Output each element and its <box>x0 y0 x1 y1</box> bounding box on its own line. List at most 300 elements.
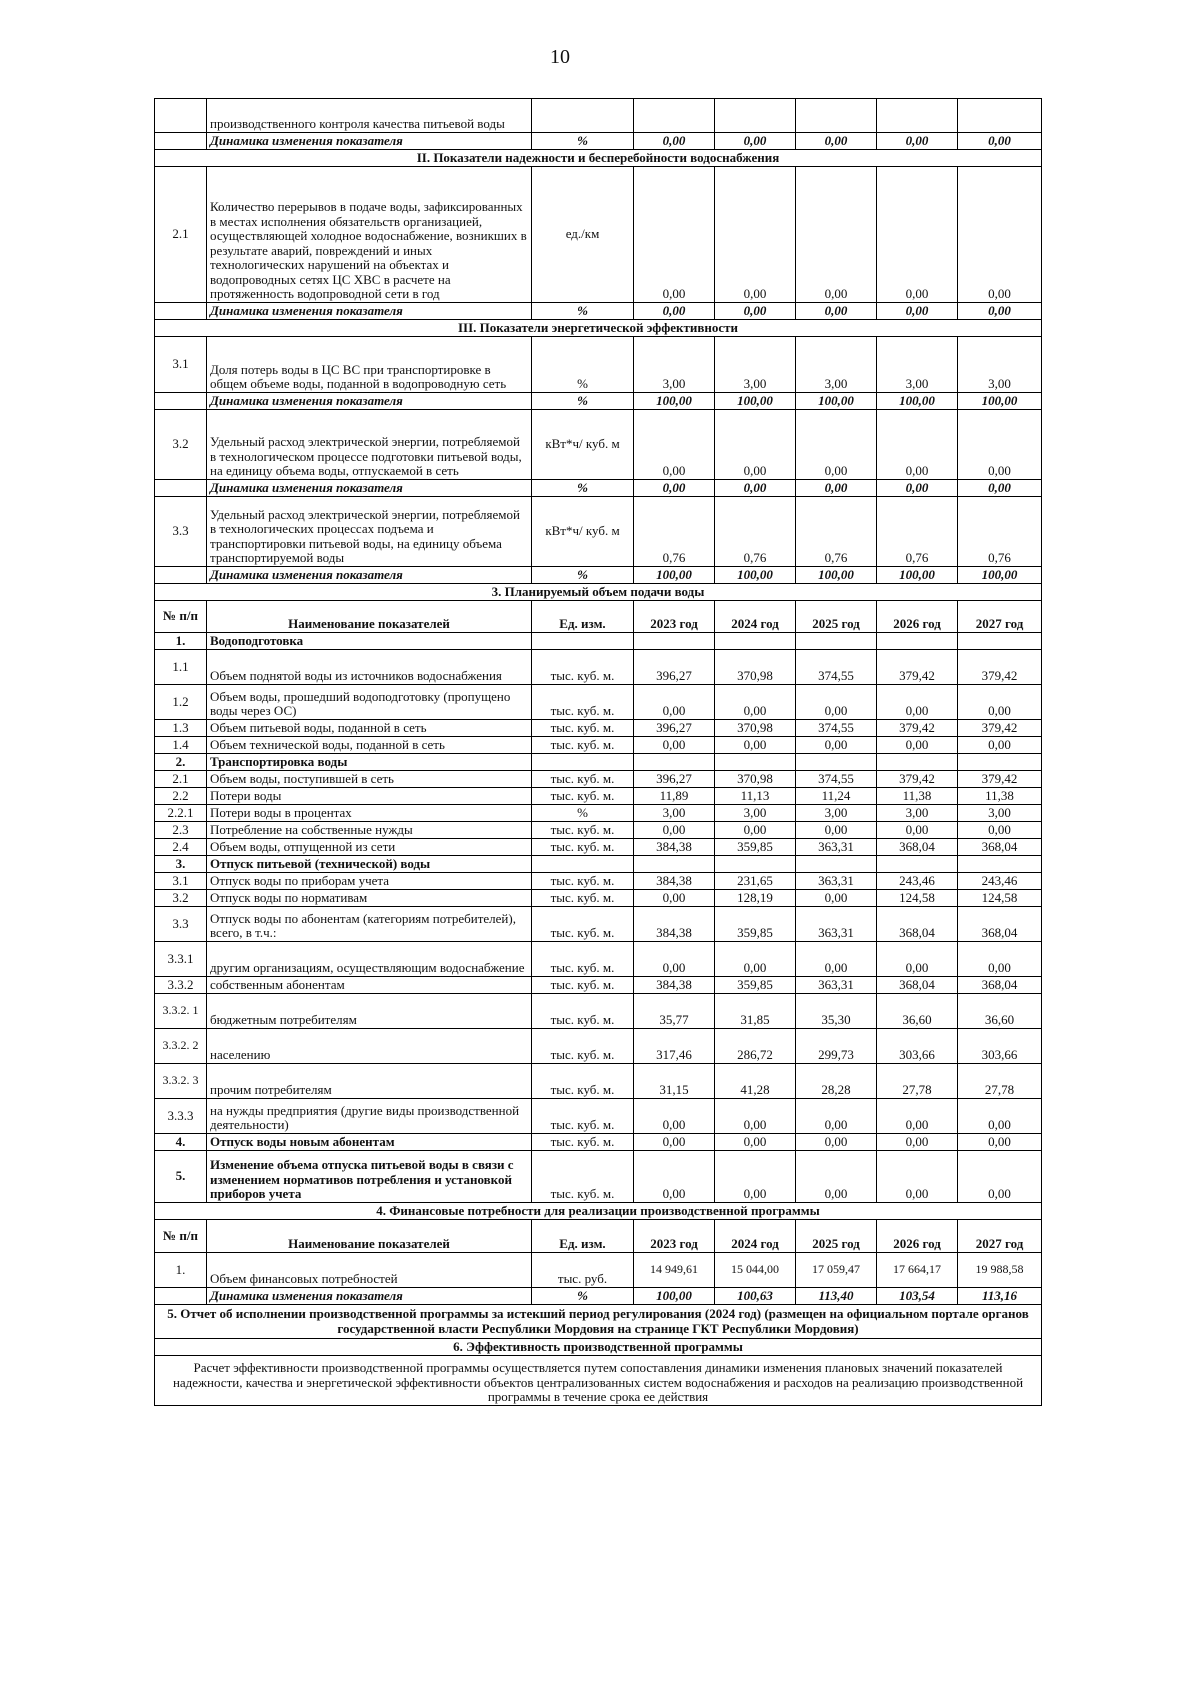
value-cell: 0,00 <box>877 133 958 150</box>
value-cell: 0,00 <box>877 480 958 497</box>
value-cell: 0,00 <box>715 480 796 497</box>
table-row <box>155 942 1042 977</box>
value-cell: 363,31 <box>796 907 877 942</box>
value-cell: 0,00 <box>634 942 715 977</box>
table-row <box>155 337 1042 393</box>
value-cell: 41,28 <box>715 1064 796 1099</box>
value-cell: 14 949,61 <box>634 1253 715 1288</box>
section-6-title: 6. Эффективность производственной программы <box>155 1339 1042 1356</box>
value-cell: 0,00 <box>796 1099 877 1134</box>
col-header-name: Наименование показателей <box>207 601 532 633</box>
indicator-name: производственного контроля качества питьевой воды <box>207 99 532 133</box>
indicators-block <box>155 99 1042 584</box>
value-cell: 3,00 <box>796 805 877 822</box>
value-cell: 396,27 <box>634 720 715 737</box>
value-cell: 379,42 <box>877 650 958 685</box>
value-cell: 368,04 <box>958 907 1042 942</box>
indicator-name: Динамика изменения показателя <box>207 393 532 410</box>
table-row <box>155 685 1042 720</box>
table-row <box>155 754 1042 771</box>
indicator-name: Объем поднятой воды из источников водоснабжения <box>207 650 532 685</box>
value-cell: 286,72 <box>715 1029 796 1064</box>
value-cell: 35,30 <box>796 994 877 1029</box>
indicator-name: Динамика изменения показателя <box>207 1288 532 1305</box>
value-cell: 0,00 <box>715 737 796 754</box>
value-cell: 396,27 <box>634 650 715 685</box>
table-row <box>155 720 1042 737</box>
table-row <box>155 805 1042 822</box>
value-cell: 0,00 <box>958 167 1042 303</box>
row-number: 5. <box>155 1151 207 1203</box>
value-cell: 100,00 <box>877 567 958 584</box>
value-cell: 0,76 <box>715 497 796 567</box>
value-cell: 0,00 <box>634 890 715 907</box>
value-cell: 0,00 <box>958 822 1042 839</box>
section-6-text: Расчет эффективности производственной программы осуществляется путем сопоставления динамики изменения плановых значений показателей надежности, качества и энергетической эффективности объектов централизованных систем водоснабжения и расходов на реализацию производственной программы в течение срока ее действия <box>155 1356 1042 1406</box>
value-cell <box>877 856 958 873</box>
row-number <box>155 567 207 584</box>
value-cell <box>715 754 796 771</box>
value-cell: 15 044,00 <box>715 1253 796 1288</box>
value-cell: 0,00 <box>715 822 796 839</box>
unit-cell <box>532 856 634 873</box>
value-cell: 100,00 <box>796 393 877 410</box>
value-cell: 3,00 <box>877 337 958 393</box>
unit-cell: % <box>532 133 634 150</box>
value-cell: 384,38 <box>634 977 715 994</box>
table-row <box>155 856 1042 873</box>
value-cell: 0,00 <box>877 167 958 303</box>
value-cell: 11,38 <box>877 788 958 805</box>
value-cell <box>958 99 1042 133</box>
value-cell: 0,00 <box>958 303 1042 320</box>
value-cell: 124,58 <box>958 890 1042 907</box>
value-cell: 0,76 <box>958 497 1042 567</box>
value-cell: 100,00 <box>634 567 715 584</box>
row-number <box>155 303 207 320</box>
value-cell: 3,00 <box>634 337 715 393</box>
value-cell: 100,00 <box>958 567 1042 584</box>
table-row <box>155 737 1042 754</box>
value-cell: 103,54 <box>877 1288 958 1305</box>
value-cell: 3,00 <box>634 805 715 822</box>
unit-cell: тыс. куб. м. <box>532 1064 634 1099</box>
table-row <box>155 822 1042 839</box>
value-cell: 0,00 <box>796 1151 877 1203</box>
finance-block <box>155 1253 1042 1305</box>
value-cell: 27,78 <box>958 1064 1042 1099</box>
value-cell: 396,27 <box>634 771 715 788</box>
value-cell: 100,00 <box>715 393 796 410</box>
indicator-name: Потери воды <box>207 788 532 805</box>
col-header-year: 2024 год <box>715 601 796 633</box>
value-cell <box>715 633 796 650</box>
value-cell: 100,00 <box>715 567 796 584</box>
unit-cell: тыс. куб. м. <box>532 977 634 994</box>
indicator-name: Объем воды, поступившей в сеть <box>207 771 532 788</box>
row-number: 3.3 <box>155 907 207 942</box>
indicator-name: на нужды предприятия (другие виды производственной деятельности) <box>207 1099 532 1134</box>
value-cell: 100,00 <box>634 1288 715 1305</box>
value-cell: 379,42 <box>958 720 1042 737</box>
col-header-year: 2027 год <box>958 1220 1042 1253</box>
value-cell <box>796 856 877 873</box>
dynamics-row <box>155 393 1042 410</box>
row-number: 1.2 <box>155 685 207 720</box>
table-row <box>155 1253 1042 1288</box>
value-cell: 379,42 <box>958 771 1042 788</box>
unit-cell: % <box>532 480 634 497</box>
value-cell: 128,19 <box>715 890 796 907</box>
unit-cell: тыс. куб. м. <box>532 737 634 754</box>
value-cell: 303,66 <box>958 1029 1042 1064</box>
section-5-title: 5. Отчет об исполнении производственной программы за истекший период регулирования (2024 год) (размещен на официальном портале органов государственной власти Республики Мордовия на странице ГКТ Республики Мордовия) <box>155 1305 1042 1339</box>
value-cell: 11,24 <box>796 788 877 805</box>
col-header-unit: Ед. изм. <box>532 1220 634 1253</box>
value-cell: 0,00 <box>634 410 715 480</box>
unit-cell <box>532 99 634 133</box>
value-cell <box>634 856 715 873</box>
table-row <box>155 650 1042 685</box>
value-cell: 0,00 <box>715 303 796 320</box>
table-row <box>155 977 1042 994</box>
value-cell: 11,89 <box>634 788 715 805</box>
section-title-row <box>155 150 1042 167</box>
value-cell: 36,60 <box>958 994 1042 1029</box>
value-cell: 243,46 <box>877 873 958 890</box>
value-cell: 0,00 <box>634 1151 715 1203</box>
row-number: 3.2 <box>155 890 207 907</box>
table-row <box>155 167 1042 303</box>
col-header-year: 2023 год <box>634 1220 715 1253</box>
value-cell: 0,00 <box>877 822 958 839</box>
section-title-row <box>155 320 1042 337</box>
value-cell: 100,00 <box>877 393 958 410</box>
indicator-name: Количество перерывов в подаче воды, зафиксированных в местах исполнения обязательств организацией, осуществляющей холодное водоснабжение, возникших в результате аварий, повреждений и иных технологических нарушений на объектах и водопроводных сетях ЦС ХВС в расчете на протяженность водопроводной сети в год <box>207 167 532 303</box>
indicator-name: Динамика изменения показателя <box>207 303 532 320</box>
value-cell: 3,00 <box>715 337 796 393</box>
value-cell: 0,00 <box>634 133 715 150</box>
value-cell: 3,00 <box>715 805 796 822</box>
value-cell: 17 059,47 <box>796 1253 877 1288</box>
value-cell: 0,00 <box>796 303 877 320</box>
unit-cell: тыс. куб. м. <box>532 942 634 977</box>
row-number: 3.2 <box>155 410 207 480</box>
indicator-name: Объем финансовых потребностей <box>207 1253 532 1288</box>
indicator-name: Транспортировка воды <box>207 754 532 771</box>
row-number: 2.4 <box>155 839 207 856</box>
table-row <box>155 1134 1042 1151</box>
value-cell: 0,00 <box>958 480 1042 497</box>
value-cell: 0,00 <box>715 167 796 303</box>
indicator-name: прочим потребителям <box>207 1064 532 1099</box>
section-title: II. Показатели надежности и бесперебойности водоснабжения <box>155 150 1042 167</box>
indicator-name: населению <box>207 1029 532 1064</box>
col-header-unit: Ед. изм. <box>532 601 634 633</box>
unit-cell: тыс. куб. м. <box>532 994 634 1029</box>
value-cell: 0,00 <box>796 737 877 754</box>
unit-cell: кВт*ч/ куб. м <box>532 410 634 480</box>
value-cell: 0,00 <box>958 685 1042 720</box>
closing-sections <box>155 1305 1042 1406</box>
table-row <box>155 633 1042 650</box>
value-cell: 384,38 <box>634 873 715 890</box>
indicator-name: Отпуск питьевой (технической) воды <box>207 856 532 873</box>
value-cell: 0,76 <box>877 497 958 567</box>
row-number <box>155 99 207 133</box>
value-cell: 0,00 <box>877 942 958 977</box>
value-cell: 0,00 <box>715 410 796 480</box>
value-cell: 31,85 <box>715 994 796 1029</box>
col-header-year: 2025 год <box>796 1220 877 1253</box>
unit-cell: тыс. куб. м. <box>532 839 634 856</box>
unit-cell: % <box>532 567 634 584</box>
indicator-name: Доля потерь воды в ЦС ВС при транспортировке в общем объеме воды, поданной в водопроводную сеть <box>207 337 532 393</box>
finance-section-header <box>155 1203 1042 1253</box>
dynamics-row <box>155 303 1042 320</box>
value-cell: 368,04 <box>958 977 1042 994</box>
table-row <box>155 873 1042 890</box>
value-cell: 0,00 <box>877 303 958 320</box>
table-row <box>155 994 1042 1029</box>
value-cell: 0,00 <box>634 1099 715 1134</box>
col-header-name: Наименование показателей <box>207 1220 532 1253</box>
value-cell <box>634 754 715 771</box>
value-cell: 363,31 <box>796 873 877 890</box>
value-cell <box>796 754 877 771</box>
value-cell <box>877 633 958 650</box>
value-cell <box>958 754 1042 771</box>
dynamics-row <box>155 567 1042 584</box>
unit-cell: тыс. куб. м. <box>532 1151 634 1203</box>
value-cell: 0,00 <box>634 167 715 303</box>
indicator-name: Объем питьевой воды, поданной в сеть <box>207 720 532 737</box>
unit-cell: тыс. куб. м. <box>532 1134 634 1151</box>
unit-cell: тыс. куб. м. <box>532 822 634 839</box>
value-cell: 379,42 <box>877 771 958 788</box>
indicator-name: Водоподготовка <box>207 633 532 650</box>
value-cell: 299,73 <box>796 1029 877 1064</box>
value-cell: 379,42 <box>958 650 1042 685</box>
unit-cell: % <box>532 393 634 410</box>
value-cell: 0,00 <box>958 1151 1042 1203</box>
unit-cell: тыс. куб. м. <box>532 1099 634 1134</box>
indicator-name: бюджетным потребителям <box>207 994 532 1029</box>
indicator-name: Динамика изменения показателя <box>207 133 532 150</box>
unit-cell: кВт*ч/ куб. м <box>532 497 634 567</box>
value-cell: 31,15 <box>634 1064 715 1099</box>
value-cell: 0,00 <box>634 822 715 839</box>
unit-cell <box>532 633 634 650</box>
value-cell: 0,00 <box>634 685 715 720</box>
value-cell: 368,04 <box>877 907 958 942</box>
value-cell: 0,00 <box>877 410 958 480</box>
unit-cell: ед./км <box>532 167 634 303</box>
row-number: 3.3 <box>155 497 207 567</box>
value-cell: 374,55 <box>796 650 877 685</box>
row-number: 4. <box>155 1134 207 1151</box>
table-row <box>155 410 1042 480</box>
table-row <box>155 1064 1042 1099</box>
value-cell: 0,00 <box>958 1134 1042 1151</box>
value-cell: 113,16 <box>958 1288 1042 1305</box>
unit-cell: % <box>532 303 634 320</box>
unit-cell: тыс. куб. м. <box>532 873 634 890</box>
value-cell: 0,00 <box>715 685 796 720</box>
page-number: 10 <box>550 46 570 68</box>
value-cell: 0,00 <box>877 737 958 754</box>
col-header-year: 2027 год <box>958 601 1042 633</box>
col-header-year: 2025 год <box>796 601 877 633</box>
col-header-year: 2023 год <box>634 601 715 633</box>
value-cell: 100,63 <box>715 1288 796 1305</box>
value-cell: 0,00 <box>796 822 877 839</box>
unit-cell: тыс. куб. м. <box>532 650 634 685</box>
value-cell: 0,00 <box>715 1099 796 1134</box>
indicator-name: Динамика изменения показателя <box>207 567 532 584</box>
value-cell: 243,46 <box>958 873 1042 890</box>
row-number: 3.1 <box>155 337 207 393</box>
row-number: 1.1 <box>155 650 207 685</box>
value-cell: 11,13 <box>715 788 796 805</box>
row-number: 2. <box>155 754 207 771</box>
value-cell: 0,00 <box>877 1151 958 1203</box>
value-cell: 359,85 <box>715 907 796 942</box>
value-cell: 370,98 <box>715 650 796 685</box>
unit-cell: тыс. куб. м. <box>532 771 634 788</box>
value-cell: 11,38 <box>958 788 1042 805</box>
value-cell: 363,31 <box>796 977 877 994</box>
value-cell: 0,00 <box>796 480 877 497</box>
section-title: III. Показатели энергетической эффективности <box>155 320 1042 337</box>
value-cell: 0,00 <box>958 737 1042 754</box>
value-cell: 0,00 <box>796 167 877 303</box>
indicator-name: Объем воды, отпущенной из сети <box>207 839 532 856</box>
table-row <box>155 907 1042 942</box>
table-row <box>155 1099 1042 1134</box>
row-number: 3.1 <box>155 873 207 890</box>
indicator-name: Отпуск воды по абонентам (категориям потребителей), всего, в т.ч.: <box>207 907 532 942</box>
value-cell: 0,00 <box>715 942 796 977</box>
unit-cell: тыс. руб. <box>532 1253 634 1288</box>
indicator-name: другим организациям, осуществляющим водоснабжение <box>207 942 532 977</box>
indicator-name: собственным абонентам <box>207 977 532 994</box>
value-cell: 0,76 <box>634 497 715 567</box>
value-cell: 0,00 <box>715 133 796 150</box>
value-cell: 370,98 <box>715 771 796 788</box>
value-cell: 28,28 <box>796 1064 877 1099</box>
value-cell: 0,00 <box>877 1134 958 1151</box>
table-row <box>155 771 1042 788</box>
value-cell: 0,00 <box>634 480 715 497</box>
value-cell <box>715 856 796 873</box>
value-cell: 0,00 <box>796 133 877 150</box>
col-header-year: 2024 год <box>715 1220 796 1253</box>
value-cell: 0,00 <box>877 1099 958 1134</box>
value-cell: 368,04 <box>877 977 958 994</box>
value-cell <box>796 633 877 650</box>
value-cell: 359,85 <box>715 839 796 856</box>
table-row <box>155 788 1042 805</box>
value-cell: 303,66 <box>877 1029 958 1064</box>
indicator-name: Изменение объема отпуска питьевой воды в связи с изменением нормативов потребления и установкой приборов учета <box>207 1151 532 1203</box>
row-number: 3.3.3 <box>155 1099 207 1134</box>
indicator-name: Объем воды, прошедший водоподготовку (пропущено воды через ОС) <box>207 685 532 720</box>
value-cell: 0,00 <box>634 303 715 320</box>
row-number: 2.3 <box>155 822 207 839</box>
indicator-name: Потребление на собственные нужды <box>207 822 532 839</box>
value-cell: 36,60 <box>877 994 958 1029</box>
production-program-table <box>154 98 1042 1406</box>
volume-section-header <box>155 584 1042 633</box>
dynamics-row <box>155 1288 1042 1305</box>
indicator-name: Потери воды в процентах <box>207 805 532 822</box>
unit-cell: тыс. куб. м. <box>532 788 634 805</box>
row-number <box>155 393 207 410</box>
value-cell: 363,31 <box>796 839 877 856</box>
unit-cell: % <box>532 337 634 393</box>
value-cell <box>796 99 877 133</box>
table-row <box>155 890 1042 907</box>
value-cell: 379,42 <box>877 720 958 737</box>
table-row <box>155 839 1042 856</box>
value-cell: 0,00 <box>796 685 877 720</box>
value-cell: 317,46 <box>634 1029 715 1064</box>
row-number: 3.3.2 <box>155 977 207 994</box>
row-number: 2.2.1 <box>155 805 207 822</box>
col-header-year: 2026 год <box>877 1220 958 1253</box>
value-cell: 359,85 <box>715 977 796 994</box>
value-cell <box>877 754 958 771</box>
value-cell: 368,04 <box>958 839 1042 856</box>
unit-cell <box>532 754 634 771</box>
value-cell: 0,00 <box>715 1134 796 1151</box>
value-cell: 368,04 <box>877 839 958 856</box>
value-cell: 3,00 <box>877 805 958 822</box>
indicator-name: Отпуск воды по нормативам <box>207 890 532 907</box>
row-number: 1. <box>155 1253 207 1288</box>
value-cell <box>634 99 715 133</box>
value-cell: 100,00 <box>958 393 1042 410</box>
indicator-name: Динамика изменения показателя <box>207 480 532 497</box>
table-row <box>155 1029 1042 1064</box>
dynamics-row <box>155 480 1042 497</box>
row-number: 2.1 <box>155 771 207 788</box>
value-cell: 3,00 <box>958 337 1042 393</box>
indicator-name: Отпуск воды по приборам учета <box>207 873 532 890</box>
unit-cell: тыс. куб. м. <box>532 890 634 907</box>
table-row <box>155 99 1042 133</box>
value-cell: 0,00 <box>796 410 877 480</box>
value-cell: 27,78 <box>877 1064 958 1099</box>
row-number: 1.3 <box>155 720 207 737</box>
value-cell: 374,55 <box>796 771 877 788</box>
value-cell: 0,76 <box>796 497 877 567</box>
value-cell <box>958 633 1042 650</box>
indicator-name: Объем технической воды, поданной в сеть <box>207 737 532 754</box>
value-cell: 17 664,17 <box>877 1253 958 1288</box>
row-number: 3.3.2. 3 <box>155 1064 207 1099</box>
value-cell: 0,00 <box>958 1099 1042 1134</box>
row-number: 3. <box>155 856 207 873</box>
value-cell: 0,00 <box>958 133 1042 150</box>
value-cell: 0,00 <box>796 1134 877 1151</box>
value-cell <box>877 99 958 133</box>
row-number <box>155 1288 207 1305</box>
indicator-name: Отпуск воды новым абонентам <box>207 1134 532 1151</box>
row-number: 1.4 <box>155 737 207 754</box>
indicator-name: Удельный расход электрической энергии, потребляемой в технологическом процессе подготовки питьевой воды, на единицу объема воды, отпускаемой в сеть <box>207 410 532 480</box>
